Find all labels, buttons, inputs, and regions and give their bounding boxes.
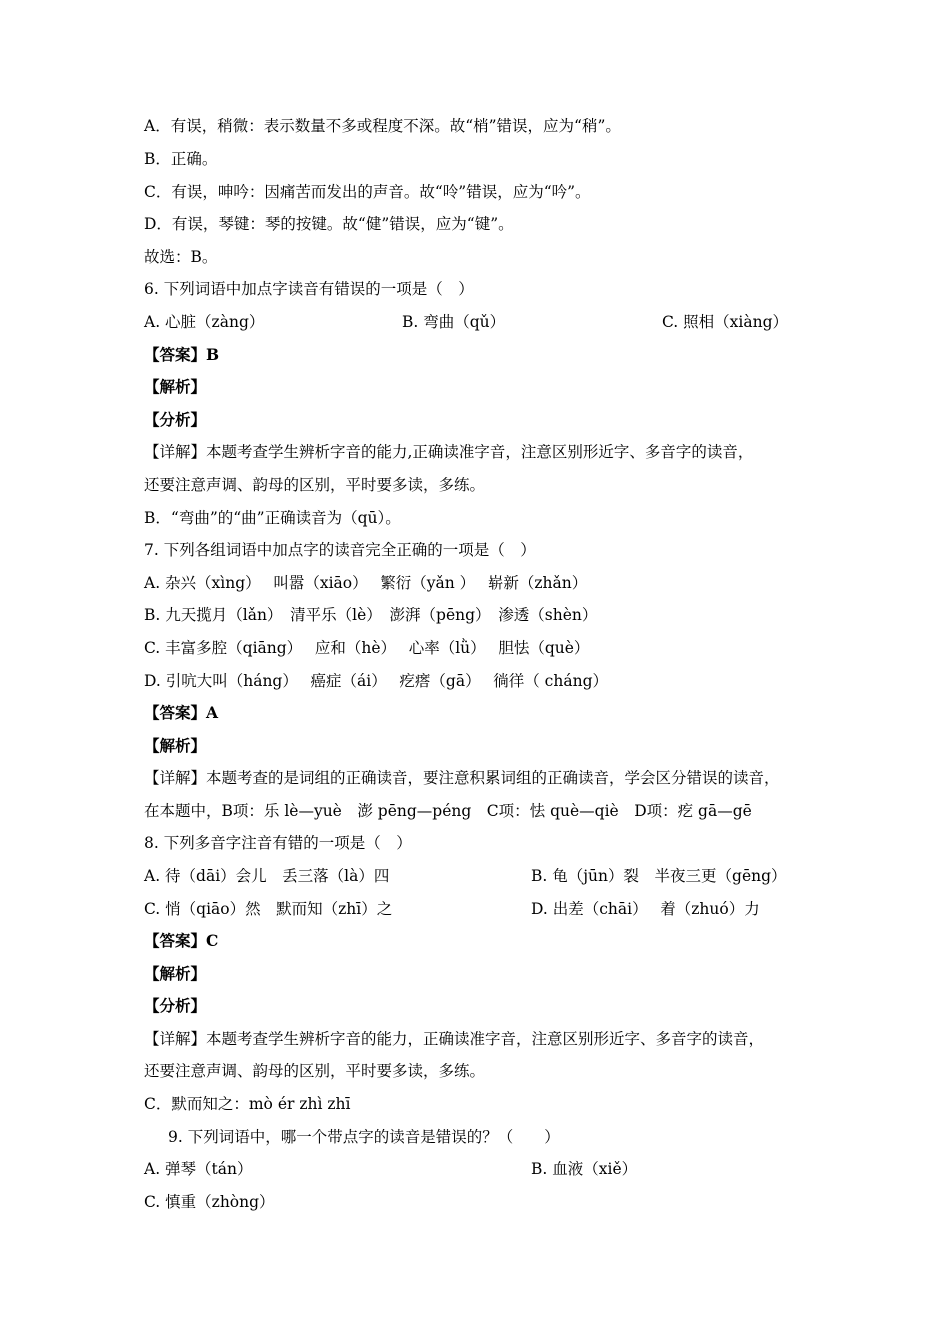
analysis-label: 【解析】 — [144, 964, 207, 983]
breakdown-label: 【分析】 — [144, 996, 207, 1015]
breakdown-label: 【分析】 — [144, 410, 207, 429]
detail-text-cont: 在本题中，B项：乐 lè—yuè 澎 pēng—péng C项：怯 què—qiè D项：疙 gā—gē — [144, 802, 752, 820]
line-3: D．有误，琴键：琴的按键。故“健”错误，应为“键”。 — [144, 215, 514, 233]
q9-option-b: B. 血液（xiě） — [531, 1160, 638, 1178]
q8-option-d: D. 出差（chāi） 着（zhuó）力 — [531, 900, 760, 918]
q8-option-a: A. 待（dāi）会儿 丢三落（là）四 — [144, 867, 390, 885]
answer-label: 【答案】C — [144, 931, 219, 950]
question-7: 7. 下列各组词语中加点字的读音完全正确的一项是（ ） — [144, 541, 536, 559]
question-6: 6. 下列词语中加点字读音有错误的一项是（ ） — [144, 280, 474, 298]
detail-text: 【详解】本题考查的是词组的正确读音，要注意积累词组的正确读音，学会区分错误的读音， — [144, 769, 780, 787]
detail-text-cont: 还要注意声调、韵母的区别，平时要多读，多练。 — [144, 476, 486, 494]
line-4: 故选：B。 — [144, 248, 218, 266]
q6-option-a: A. 心脏（zàng） — [144, 313, 265, 331]
analysis-label: 【解析】 — [144, 377, 207, 396]
explanation-line: B．“弯曲”的“曲”正确读音为（qū）。 — [144, 509, 401, 527]
question-9: 9. 下列词语中，哪一个带点字的读音是错误的？（ ） — [168, 1128, 560, 1146]
q7-option-a: A. 杂兴（xìng） 叫嚣（xiāo） 繁衍（yǎn ） 崭新（zhǎn） — [144, 574, 588, 592]
detail-text: 【详解】本题考查学生辨析字音的能力,正确读准字音，注意区别形近字、多音字的读音， — [144, 443, 754, 461]
detail-text-cont: 还要注意声调、韵母的区别，平时要多读，多练。 — [144, 1062, 486, 1080]
q9-option-a: A. 弹琴（tán） — [144, 1160, 253, 1178]
q7-option-b: B. 九天揽月（lǎn） 清平乐（lè） 澎湃（pēng） 渗透（shèn） — [144, 606, 598, 624]
line-2: C．有误，呻吟：因痛苦而发出的声音。故“呤”错误，应为“吟”。 — [144, 183, 591, 201]
line-0: A．有误，稍微：表示数量不多或程度不深。故“梢”错误，应为“稍”。 — [144, 117, 621, 135]
question-8: 8. 下列多音字注音有错的一项是（ ） — [144, 834, 412, 852]
q7-option-c: C. 丰富多腔（qiāng） 应和（hè） 心率（lǜ） 胆怯（què） — [144, 639, 590, 657]
q6-option-c: C. 照相（xiàng） — [662, 313, 789, 331]
answer-label: 【答案】A — [144, 703, 219, 722]
detail-text: 【详解】本题考查学生辨析字音的能力，正确读准字音，注意区别形近字、多音字的读音， — [144, 1030, 765, 1048]
q9-option-c: C. 慎重（zhòng） — [144, 1193, 275, 1211]
analysis-label: 【解析】 — [144, 736, 207, 755]
q8-option-b: B. 龟（jūn）裂 半夜三更（gēng） — [531, 867, 787, 885]
q6-option-b: B. 弯曲（qǔ） — [402, 313, 506, 331]
explanation-line: C．默而知之：mò ér zhì zhī — [144, 1095, 351, 1113]
q7-option-d: D. 引吭大叫（háng） 癌症（ái） 疙瘩（gā） 徜徉（ cháng） — [144, 672, 608, 690]
answer-label: 【答案】B — [144, 345, 220, 364]
q8-option-c: C. 悄（qiāo）然 默而知（zhī）之 — [144, 900, 393, 918]
line-1: B．正确。 — [144, 150, 218, 168]
